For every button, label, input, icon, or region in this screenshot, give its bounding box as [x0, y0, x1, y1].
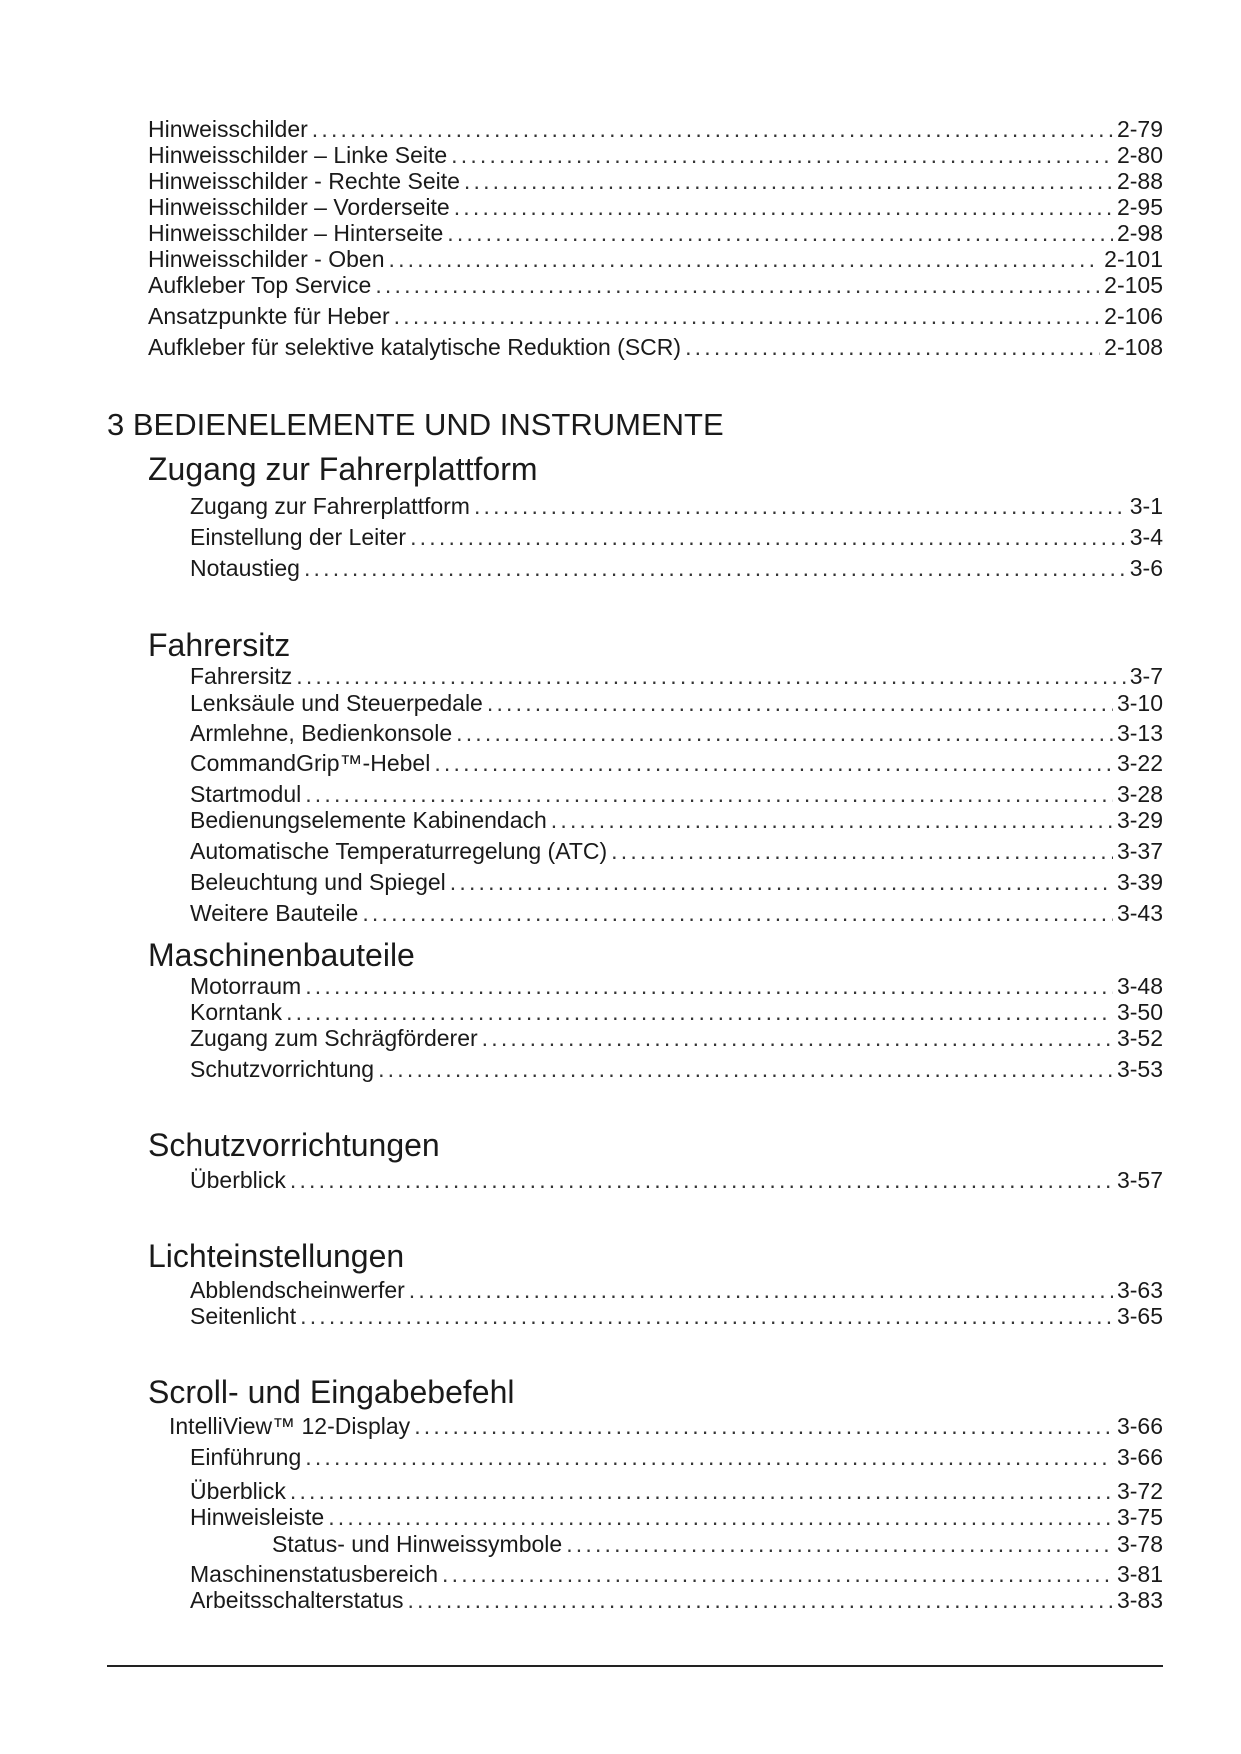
- dot-leader: [300, 1303, 1113, 1329]
- dot-leader: [409, 1277, 1113, 1303]
- section-title: Fahrersitz: [148, 627, 291, 663]
- dot-leader: [328, 1504, 1113, 1530]
- dot-leader: [434, 750, 1113, 776]
- toc-entry-label: Zugang zum Schrägförderer: [190, 1025, 478, 1051]
- toc-entry-label: Einstellung der Leiter: [190, 524, 407, 550]
- dot-leader: [305, 973, 1113, 999]
- toc-entry[interactable]: [190, 973, 1163, 999]
- toc-entry-page: 2-105: [1104, 272, 1163, 298]
- toc-entry-page: 3-66: [1116, 1444, 1163, 1470]
- toc-entry-page: 3-43: [1116, 900, 1163, 926]
- dot-leader: [312, 116, 1113, 142]
- toc-entry-label: Lenksäule und Steuerpedale: [190, 690, 483, 716]
- toc-entry-label: Motorraum: [190, 973, 302, 999]
- dot-leader: [290, 1167, 1113, 1193]
- dot-leader: [290, 1478, 1113, 1504]
- toc-entry-page: 3-78: [1116, 1531, 1163, 1557]
- toc-entry-page: 3-10: [1116, 690, 1163, 716]
- toc-entry-page: 2-106: [1104, 303, 1163, 329]
- toc-entry[interactable]: [190, 750, 1163, 776]
- toc-entry-page: 3-48: [1116, 973, 1163, 999]
- toc-entry[interactable]: [190, 493, 1163, 519]
- section-title: Maschinenbauteile: [148, 937, 415, 973]
- toc-entry[interactable]: [190, 1056, 1163, 1082]
- toc-entry-label: Überblick: [190, 1167, 286, 1193]
- toc-entry-label: Hinweisschilder – Vorderseite: [148, 194, 450, 220]
- toc-entry[interactable]: [148, 168, 1163, 194]
- toc-entry-page: 3-6: [1129, 555, 1163, 581]
- toc-entry[interactable]: [190, 1277, 1163, 1303]
- toc-entry[interactable]: [190, 1167, 1163, 1193]
- toc-entry-page: 2-79: [1116, 116, 1163, 142]
- toc-entry-label: Schutzvorrichtung: [190, 1056, 375, 1082]
- chapter-title: 3 BEDIENELEMENTE UND INSTRUMENTE: [107, 407, 724, 442]
- toc-entry-label: Hinweisschilder - Oben: [148, 246, 385, 272]
- toc-entry[interactable]: [148, 303, 1163, 329]
- toc-entry[interactable]: [148, 116, 1163, 142]
- toc-entry-page: 2-98: [1116, 220, 1163, 246]
- toc-entry-page: 3-1: [1129, 493, 1163, 519]
- toc-entry-page: 3-63: [1116, 1277, 1163, 1303]
- toc-entry[interactable]: [190, 1025, 1163, 1051]
- toc-entry-page: 3-4: [1129, 524, 1163, 550]
- toc-entry-label: Status- und Hinweissymbole: [272, 1531, 563, 1557]
- toc-entry[interactable]: [148, 272, 1163, 298]
- section-title: Lichteinstellungen: [148, 1238, 405, 1274]
- toc-entry-label: Aufkleber für selektive katalytische Reduktion (SCR): [148, 334, 682, 360]
- section-title: Zugang zur Fahrerplattform: [148, 451, 538, 487]
- toc-entry[interactable]: [148, 246, 1163, 272]
- dot-leader: [305, 781, 1113, 807]
- toc-entry-label: CommandGrip™-Hebel: [190, 750, 431, 776]
- toc-entry-label: Hinweisleiste: [190, 1504, 325, 1530]
- toc-entry[interactable]: [272, 1531, 1163, 1557]
- toc-entry[interactable]: [190, 690, 1163, 716]
- section-title: Scroll- und Eingabebefehl: [148, 1374, 515, 1410]
- toc-entry-page: 3-37: [1116, 838, 1163, 864]
- toc-entry[interactable]: [148, 142, 1163, 168]
- toc-entry-label: Armlehne, Bedienkonsole: [190, 720, 453, 746]
- toc-entry-page: 2-101: [1104, 246, 1163, 272]
- section-title: Schutzvorrichtungen: [148, 1127, 440, 1163]
- toc-entry[interactable]: [190, 900, 1163, 926]
- toc-entry-page: 3-75: [1116, 1504, 1163, 1530]
- toc-entry[interactable]: [190, 807, 1163, 833]
- dot-leader: [551, 807, 1113, 833]
- dot-leader: [296, 663, 1126, 689]
- dot-leader: [611, 838, 1113, 864]
- dot-leader: [442, 1561, 1113, 1587]
- dot-leader: [685, 334, 1100, 360]
- toc-entry-page: 2-95: [1116, 194, 1163, 220]
- toc-entry-label: Fahrersitz: [190, 663, 293, 689]
- toc-entry-label: Hinweisschilder: [148, 116, 308, 142]
- toc-entry[interactable]: [190, 524, 1163, 550]
- toc-entry-label: Überblick: [190, 1478, 286, 1504]
- toc-entry-page: 3-22: [1116, 750, 1163, 776]
- toc-entry[interactable]: [190, 663, 1163, 689]
- toc-entry[interactable]: [148, 334, 1163, 360]
- dot-leader: [451, 142, 1113, 168]
- toc-entry-label: Automatische Temperaturregelung (ATC): [190, 838, 608, 864]
- toc-entry-page: 3-39: [1116, 869, 1163, 895]
- toc-entry-page: 3-72: [1116, 1478, 1163, 1504]
- toc-entry[interactable]: [190, 1303, 1163, 1329]
- toc-entry-page: 3-29: [1116, 807, 1163, 833]
- toc-entry[interactable]: [190, 1587, 1163, 1613]
- toc-entry-page: 3-13: [1116, 720, 1163, 746]
- dot-leader: [450, 869, 1113, 895]
- toc-entry[interactable]: [190, 555, 1163, 581]
- toc-entry[interactable]: [190, 720, 1163, 746]
- dot-leader: [305, 1444, 1113, 1470]
- toc-entry[interactable]: [190, 838, 1163, 864]
- toc-entry-page: 3-52: [1116, 1025, 1163, 1051]
- toc-entry-label: Beleuchtung und Spiegel: [190, 869, 446, 895]
- toc-entry-label: Startmodul: [190, 781, 302, 807]
- dot-leader: [388, 246, 1100, 272]
- toc-entry-label: Hinweisschilder – Hinterseite: [148, 220, 444, 246]
- toc-entry-label: Maschinenstatusbereich: [190, 1561, 439, 1587]
- toc-entry-label: Korntank: [190, 999, 283, 1025]
- toc-entry[interactable]: [148, 194, 1163, 220]
- toc-entry-page: 3-57: [1116, 1167, 1163, 1193]
- toc-entry[interactable]: [148, 220, 1163, 246]
- toc-entry-label: Seitenlicht: [190, 1303, 297, 1329]
- dot-leader: [454, 194, 1113, 220]
- toc-entry[interactable]: [190, 1444, 1163, 1470]
- dot-leader: [375, 272, 1100, 298]
- toc-entry-page: 2-88: [1116, 168, 1163, 194]
- dot-leader: [487, 690, 1113, 716]
- dot-leader: [407, 1587, 1112, 1613]
- dot-leader: [482, 1025, 1113, 1051]
- toc-entry-page: 2-80: [1116, 142, 1163, 168]
- toc-entry-page: 3-7: [1129, 663, 1163, 689]
- toc-entry-label: IntelliView™ 12-Display: [169, 1413, 411, 1439]
- toc-entry[interactable]: [190, 1561, 1163, 1587]
- toc-entry-label: Zugang zur Fahrerplattform: [190, 493, 470, 519]
- toc-entry-page: 3-28: [1116, 781, 1163, 807]
- toc-entry-page: 3-50: [1116, 999, 1163, 1025]
- toc-entry-label: Abblendscheinwerfer: [190, 1277, 405, 1303]
- toc-entry-label: Aufkleber Top Service: [148, 272, 372, 298]
- dot-leader: [410, 524, 1126, 550]
- toc-entry-page: 3-53: [1116, 1056, 1163, 1082]
- toc-entry[interactable]: [190, 1478, 1163, 1504]
- toc-entry-label: Hinweisschilder - Rechte Seite: [148, 168, 460, 194]
- toc-entry[interactable]: [190, 869, 1163, 895]
- toc-entry[interactable]: [169, 1413, 1163, 1439]
- toc-entry-page: 2-108: [1104, 334, 1163, 360]
- toc-entry-label: Ansatzpunkte für Heber: [148, 303, 390, 329]
- toc-entry-label: Einführung: [190, 1444, 302, 1470]
- dot-leader: [474, 493, 1126, 519]
- toc-entry-label: Weitere Bauteile: [190, 900, 359, 926]
- toc-entry-label: Notaustieg: [190, 555, 300, 581]
- toc-entry-label: Arbeitsschalterstatus: [190, 1587, 404, 1613]
- toc-entry-page: 3-81: [1116, 1561, 1163, 1587]
- dot-leader: [378, 1056, 1113, 1082]
- dot-leader: [566, 1531, 1113, 1557]
- toc-entry-page: 3-65: [1116, 1303, 1163, 1329]
- dot-leader: [304, 555, 1126, 581]
- toc-entry-page: 3-66: [1116, 1413, 1163, 1439]
- dot-leader: [447, 220, 1113, 246]
- dot-leader: [414, 1413, 1113, 1439]
- toc-entry[interactable]: [190, 999, 1163, 1025]
- dot-leader: [286, 999, 1113, 1025]
- toc-entry[interactable]: [190, 1504, 1163, 1530]
- dot-leader: [394, 303, 1101, 329]
- toc-entry-page: 3-83: [1116, 1587, 1163, 1613]
- dot-leader: [456, 720, 1113, 746]
- dot-leader: [464, 168, 1113, 194]
- toc-entry-label: Hinweisschilder – Linke Seite: [148, 142, 448, 168]
- toc-entry[interactable]: [190, 781, 1163, 807]
- toc-entry-label: Bedienungselemente Kabinendach: [190, 807, 547, 833]
- dot-leader: [362, 900, 1113, 926]
- footer-rule: [107, 1665, 1163, 1667]
